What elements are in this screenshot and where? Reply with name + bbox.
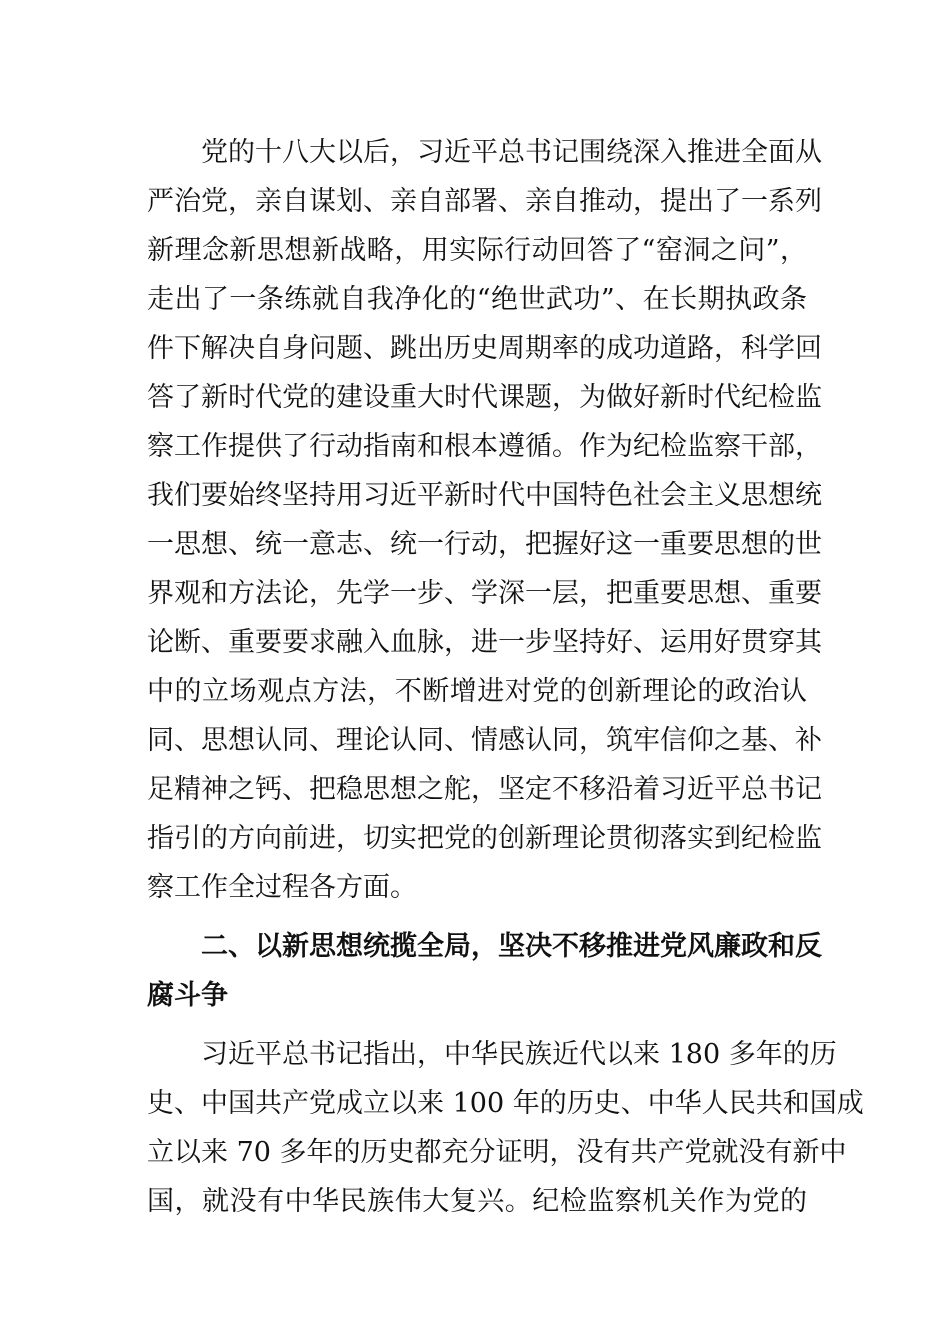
paragraph-1-line-3: 新理念新思想新战略，用实际行动回答了“窑洞之问”， — [147, 235, 807, 266]
paragraph-2-line-4: 国，就没有中华民族伟大复兴。纪检监察机关作为党的 — [147, 1186, 807, 1217]
paragraph-1-line-12: 中的立场观点方法，不断增进对党的创新理论的政治认 — [147, 676, 807, 707]
paragraph-1-line-4: 走出了一条练就自我净化的“绝世武功”、在长期执政条 — [147, 284, 807, 315]
paragraph-1-line-11: 论断、重要要求融入血脉，进一步坚持好、运用好贯穿其 — [147, 627, 822, 658]
paragraph-1-line-5: 件下解决自身问题、跳出历史周期率的成功道路，科学回 — [147, 333, 822, 364]
paragraph-1-line-13: 同、思想认同、理论认同、情感认同，筑牢信仰之基、补 — [147, 725, 822, 756]
paragraph-1-line-6: 答了新时代党的建设重大时代课题，为做好新时代纪检监 — [147, 382, 822, 413]
paragraph-1-line-2: 严治党，亲自谋划、亲自部署、亲自推动，提出了一系列 — [147, 186, 822, 217]
paragraph-1-line-16: 察工作全过程各方面。 — [147, 872, 417, 903]
paragraph-1-line-15: 指引的方向前进，切实把党的创新理论贯彻落实到纪检监 — [147, 823, 822, 854]
paragraph-1-line-7: 察工作提供了行动指南和根本遵循。作为纪检监察干部， — [147, 431, 822, 462]
section-heading-line-2: 腐斗争 — [147, 980, 228, 1011]
paragraph-2-line-1: 习近平总书记指出，中华民族近代以来 180 多年的历 — [201, 1039, 837, 1070]
paragraph-1-line-1: 党的十八大以后，习近平总书记围绕深入推进全面从 — [201, 137, 822, 168]
paragraph-1-line-8: 我们要始终坚持用习近平新时代中国特色社会主义思想统 — [147, 480, 822, 511]
paragraph-1-line-9: 一思想、统一意志、统一行动，把握好这一重要思想的世 — [147, 529, 822, 560]
paragraph-1-line-14: 足精神之钙、把稳思想之舵，坚定不移沿着习近平总书记 — [147, 774, 822, 805]
paragraph-2-line-3: 立以来 70 多年的历史都充分证明，没有共产党就没有新中 — [147, 1137, 847, 1168]
paragraph-2-line-2: 史、中国共产党成立以来 100 年的历史、中华人民共和国成 — [147, 1088, 864, 1119]
section-heading-line-1: 二、以新思想统揽全局，坚决不移推进党风廉政和反 — [201, 931, 822, 962]
paragraph-1-line-10: 界观和方法论，先学一步、学深一层，把重要思想、重要 — [147, 578, 822, 609]
